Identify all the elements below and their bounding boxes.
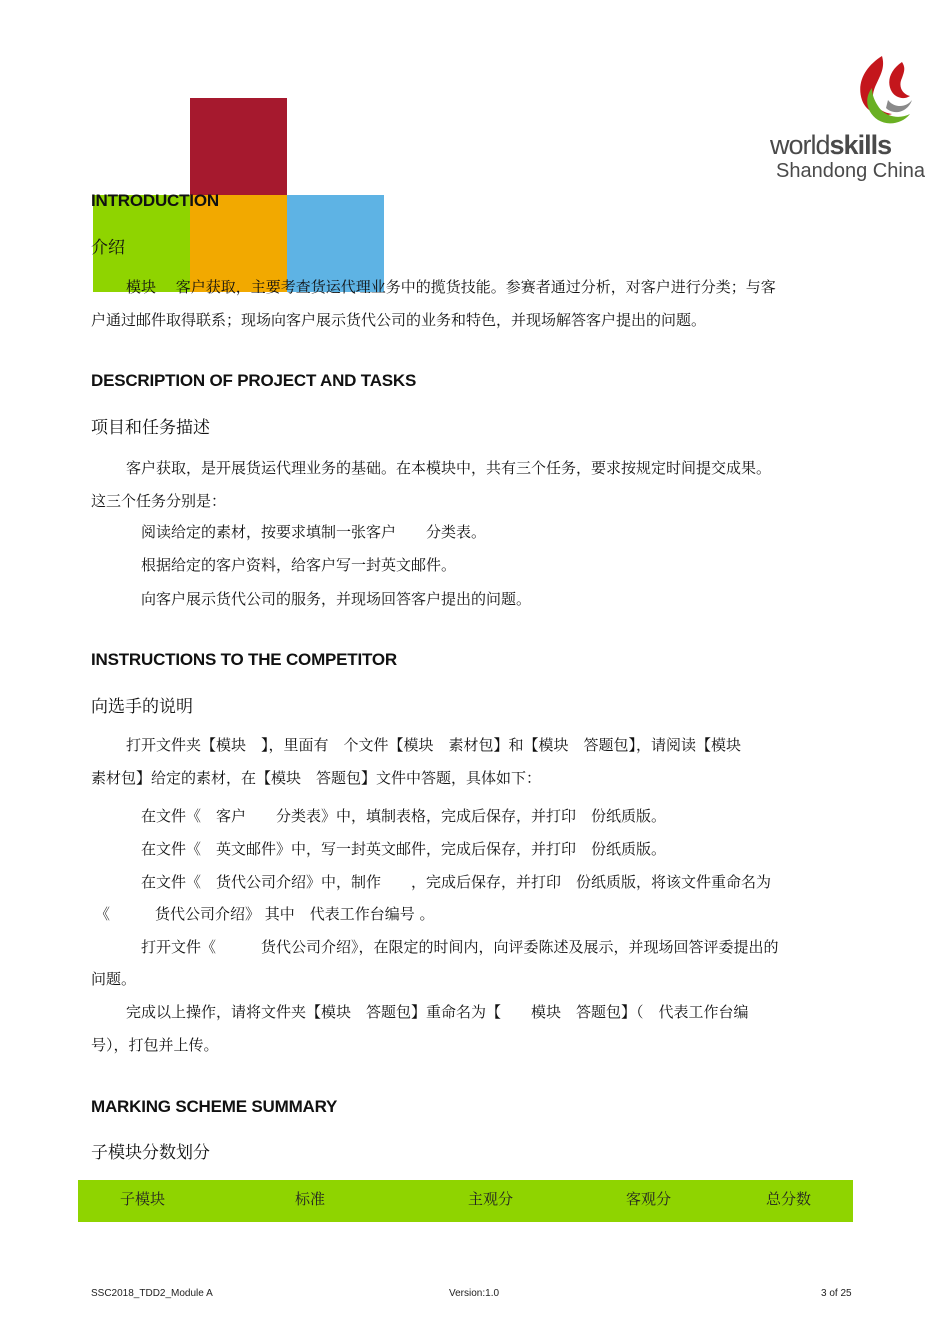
flame-icon [770,52,930,132]
instructions-para3-line-1: 完成以上操作，请将文件夹【模块 答题包】重命名为【 模块 答题包】（ 代表工作台编 [126,1003,749,1021]
intro-title-zh: 介绍 [91,238,125,258]
description-para-line-1: 客户获取，是开展货运代理业务的基础。在本模块中，共有三个任务，要求按规定时间提交成果。 [126,459,772,477]
instructions-item-2: 在文件《 英文邮件》中，写一封英文邮件，完成后保存，并打印 份纸质版。 [141,840,667,858]
intro-title-en: INTRODUCTION [91,191,219,210]
instructions-para2-line-1: 打开文件《 货代公司介绍》，在限定的时间内，向评委陈述及展示，并现场回答评委提出的 [141,938,779,956]
logo-wordmark: worldskills [770,130,892,160]
marking-table-header [78,1180,853,1222]
instructions-item-3: 在文件《 货代公司介绍》中，制作 ，完成后保存，并打印 份纸质版，将该文件重命名为 [141,873,772,891]
description-item-3: 向客户展示货代公司的服务，并现场回答客户提出的问题。 [141,590,532,608]
instructions-item-3-cont: 《 货代公司介绍》 其中 代表工作台编号 。 [95,905,435,923]
description-item-2: 根据给定的客户资料，给客户写一封英文邮件。 [141,556,457,574]
worldskills-logo [770,52,930,187]
instructions-para2-line-2: 问题。 [91,970,137,988]
instructions-para-line-2: 素材包】给定的素材，在【模块 答题包】文件中答题，具体如下： [91,769,542,787]
footer-page-number: 3 of 25 [821,1288,852,1299]
instructions-para3-line-2: 号），打包并上传。 [91,1036,219,1054]
table-header-cell: 总分数 [766,1190,812,1208]
table-header-cell: 标准 [295,1190,326,1208]
description-title-en: DESCRIPTION OF PROJECT AND TASKS [91,371,417,390]
table-header-cell: 主观分 [468,1190,514,1208]
footer-doc-id: SSC2018_TDD2_Module A [91,1288,213,1299]
description-item-1: 阅读给定的素材，按要求填制一张客户 分类表。 [141,523,487,541]
footer-version: Version:1.0 [449,1288,500,1299]
decor-square-red [190,98,287,195]
logo-subtitle: Shandong China [776,160,926,182]
intro-para-line-2: 户通过邮件取得联系；现场向客户展示货代公司的业务和特色，并现场解答客户提出的问题。 [91,311,707,329]
marking-title-zh: 子模块分数划分 [91,1143,210,1163]
marking-title-en: MARKING SCHEME SUMMARY [91,1097,338,1116]
instructions-title-zh: 向选手的说明 [91,697,193,717]
instructions-para-line-1: 打开文件夹【模块 】，里面有 个文件【模块 素材包】和【模块 答题包】，请阅读【模块 [126,736,742,754]
instructions-item-1: 在文件《 客户 分类表》中，填制表格，完成后保存，并打印 份纸质版。 [141,807,667,825]
intro-para-line-1: 模块 客户获取，主要考查货运代理业务中的揽货技能。参赛者通过分析，对客户进行分类；与客 [126,278,776,296]
table-header-cell: 子模块 [120,1190,166,1208]
description-title-zh: 项目和任务描述 [91,418,210,438]
description-para-line-2: 这三个任务分别是： [91,492,227,510]
instructions-title-en: INSTRUCTIONS TO THE COMPETITOR [91,650,397,669]
table-header-cell: 客观分 [626,1190,672,1208]
